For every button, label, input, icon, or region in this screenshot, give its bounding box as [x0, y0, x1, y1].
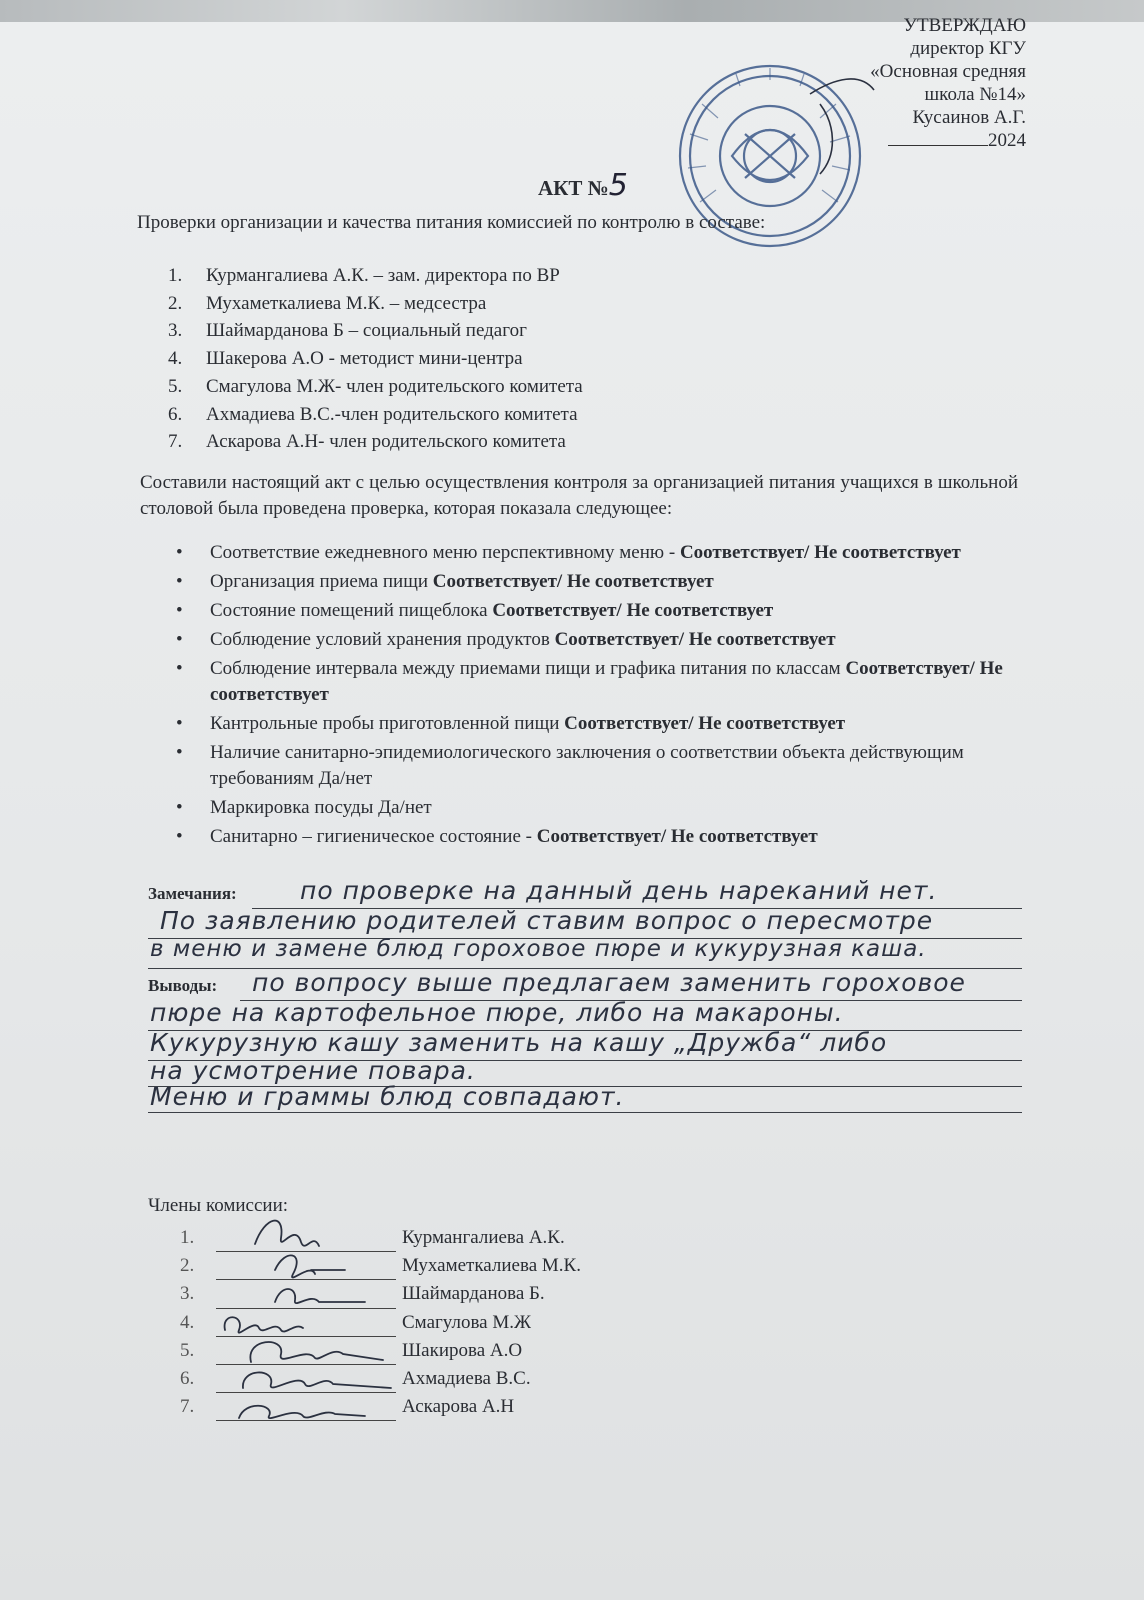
writing-line [148, 1112, 1022, 1113]
check-answer: Соответствует/ Не соответствует [536, 826, 818, 847]
conclusions-handwriting: Кукурузную кашу заменить на кашу „Дружба“ либо [150, 1028, 888, 1057]
commission-members-list [168, 262, 583, 456]
approval-date-line [870, 129, 1026, 152]
approval-heading: УТВЕРЖДАЮ [903, 15, 1026, 36]
conclusions-handwriting: Меню и граммы блюд совпадают. [150, 1082, 625, 1111]
list-item: • Санитарно – гигиеническое состояние - Соответствует/ Не соответствует [176, 824, 1022, 850]
list-item: 7. Аскарова А.Н [180, 1393, 581, 1421]
list-item: 7. Аскарова А.Н- член родительского комитета [168, 431, 566, 453]
check-answer: Соответствует/ Не соответствует [679, 542, 961, 563]
list-item: 1. Курмангалиева А.К. [180, 1224, 581, 1252]
approval-line: директор КГУ [910, 38, 1026, 59]
list-item: 6. Ахмадиева В.С. [180, 1365, 581, 1393]
conclusions-label: Выводы: [148, 976, 218, 995]
list-item: • Наличие санитарно-эпидемиологического заключения о соответствии объекта действующим требованиям Да/нет [176, 740, 1022, 792]
list-item: 1. Курмангалиева А.К. – зам. директора по ВР [168, 265, 560, 286]
list-item: 6. Ахмадиева В.С.-член родительского комитета [168, 403, 578, 425]
list-item: 2. Мухаметкалиева М.К. – медсестра [168, 292, 487, 314]
check-answer: Соответствует/ Не соответствует [564, 713, 846, 734]
approval-line: Кусаинов А.Г. [912, 107, 1026, 128]
approval-block [870, 14, 1026, 152]
conclusions-handwriting: по вопросу выше предлагаем заменить гороховое [252, 968, 966, 997]
approval-line: «Основная средняя [870, 61, 1026, 82]
remarks-handwriting: По заявлению родителей ставим вопрос о пересмотре [160, 906, 934, 935]
inspection-checklist [176, 540, 1022, 853]
intro-text: Проверки организации и качества питания комиссией по контролю в составе: [137, 212, 766, 233]
remarks-label: Замечания: [148, 884, 237, 903]
commission-signatures-label: Члены комиссии: [148, 1195, 289, 1216]
list-item: 2. Мухаметкалиева М.К. [180, 1252, 581, 1280]
list-item: • Состояние помещений пищеблока Соответствует/ Не соответствует [176, 598, 1022, 624]
official-seal-stamp [660, 64, 880, 264]
list-item: 5. Шакирова А.О [180, 1337, 581, 1365]
list-item: • Маркировка посуды Да/нет [176, 795, 1022, 821]
check-answer: Соответствует/ Не соответствует [492, 600, 774, 621]
check-answer: Соответствует/ Не соответствует [210, 658, 1003, 705]
list-item: • Организация приема пищи Соответствует/ Не соответствует [176, 569, 1022, 595]
check-answer: Да/нет [378, 797, 432, 818]
check-answer: Да/нет [318, 768, 373, 789]
title-label: АКТ № [538, 176, 609, 200]
document-title [538, 168, 628, 203]
act-number: 5 [608, 168, 628, 203]
remarks-handwriting: по проверке на данный день нареканий нет. [300, 876, 938, 905]
handwritten-signatures [215, 1212, 405, 1432]
remarks-handwriting: в меню и замене блюд гороховое пюре и кукурузная каша. [150, 936, 927, 962]
list-item: 4. Шакерова А.О - методист мини-центра [168, 348, 523, 370]
list-item: • Соблюдение условий хранения продуктов Соответствует/ Не соответствует [176, 627, 1022, 653]
list-item: • Кантрольные пробы приготовленной пищи Соответствует/ Не соответствует [176, 711, 1022, 737]
list-item: • Соответствие ежедневного меню перспективному меню - Соответствует/ Не соответствует [176, 540, 1022, 566]
purpose-paragraph: Составили настоящий акт с целью осуществления контроля за организацией питания учащихся в школьной столовой была проведена проверка, которая показала следующее: [140, 472, 1018, 519]
conclusions-handwriting: на усмотрение повара. [150, 1056, 476, 1085]
approval-line: школа №14» [924, 84, 1026, 105]
approval-year: 2024 [988, 130, 1026, 151]
list-item: 4. Смагулова М.Ж [180, 1309, 581, 1337]
check-answer: Соответствует/ Не соответствует [432, 571, 714, 592]
list-item: 3. Шаймарданова Б. [180, 1280, 581, 1308]
conclusions-handwriting: пюре на картофельное пюре, либо на макароны. [150, 998, 844, 1027]
list-item: • Соблюдение интервала между приемами пищи и графика питания по классам Соответствует/ Не соответствует [176, 656, 1022, 708]
check-answer: Соответствует/ Не соответствует [554, 629, 836, 650]
list-item: 3. Шаймарданова Б – социальный педагог [168, 320, 527, 342]
list-item: 5. Смагулова М.Ж- член родительского комитета [168, 375, 583, 397]
